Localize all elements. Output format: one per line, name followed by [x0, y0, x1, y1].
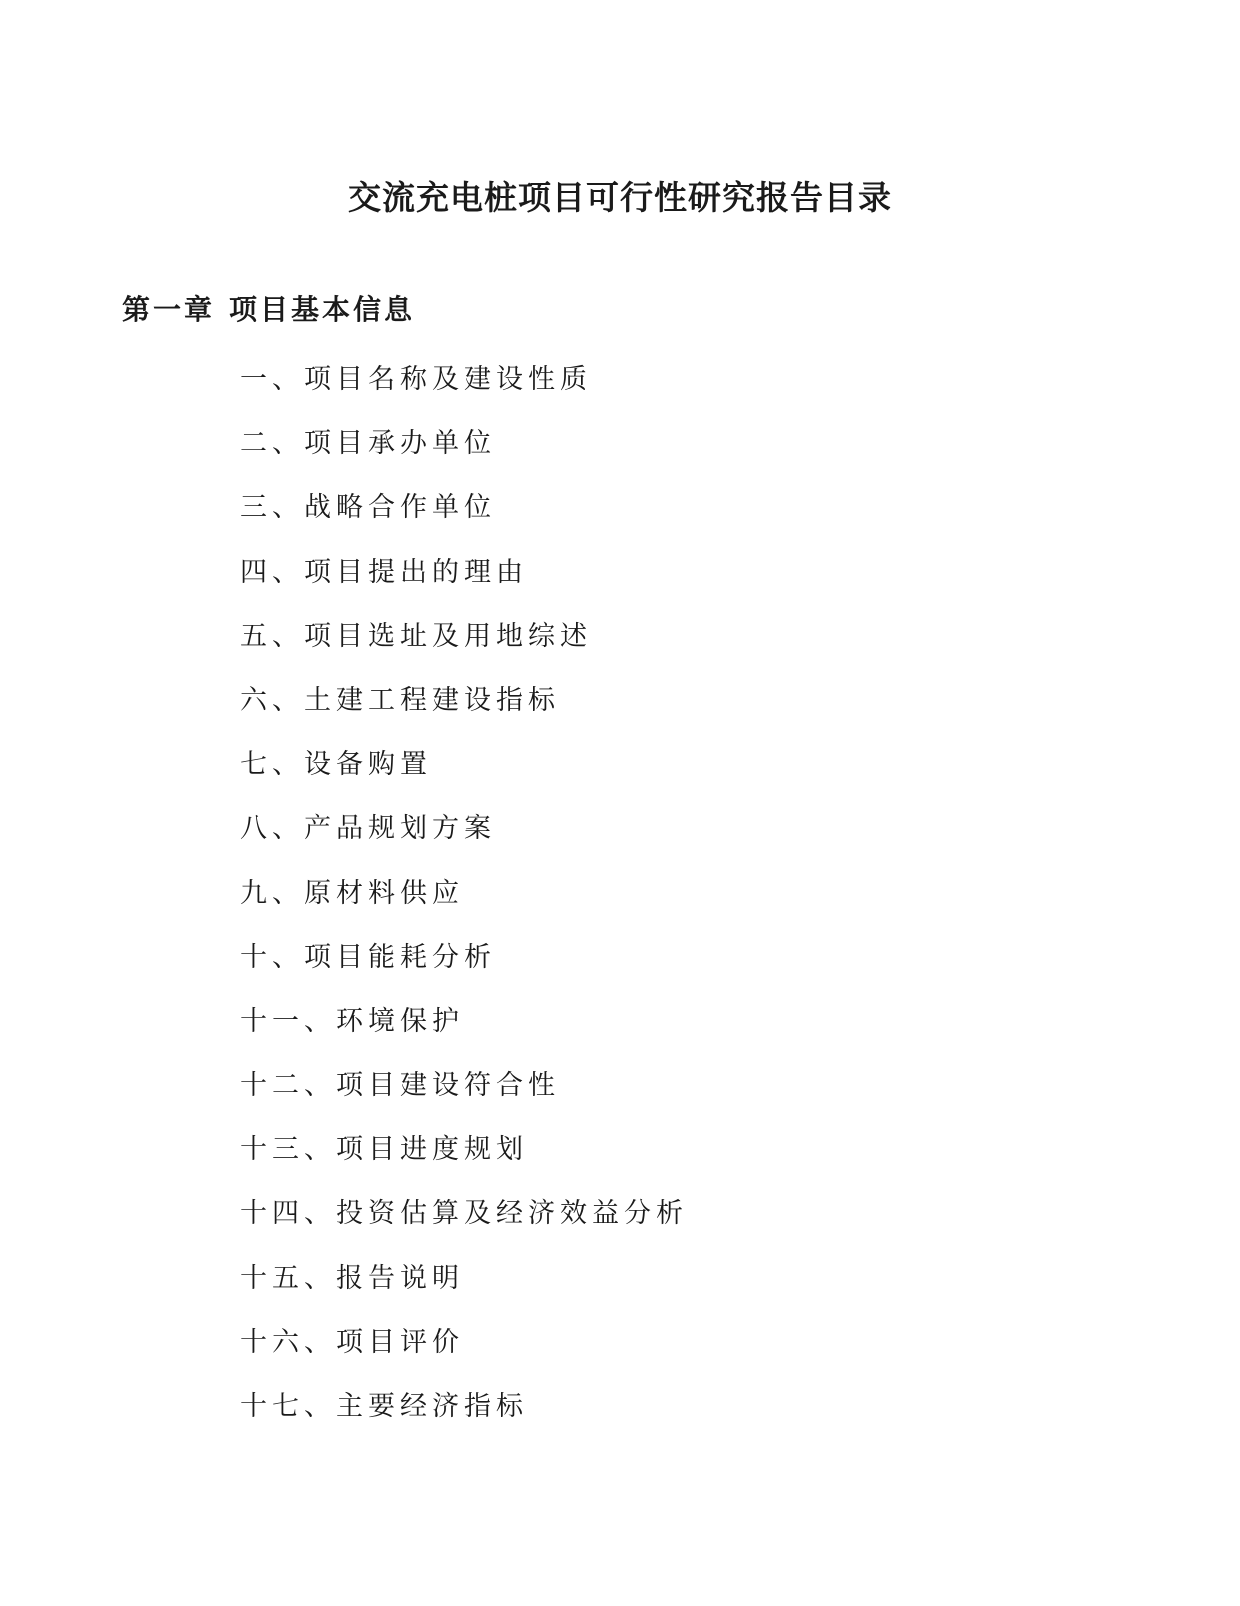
toc-item: 二、项目承办单位 — [240, 428, 496, 460]
chapter-heading — [122, 288, 415, 332]
toc-item: 八、产品规划方案 — [240, 813, 496, 845]
toc-item: 十三、项目进度规划 — [240, 1134, 528, 1166]
toc-item: 六、土建工程建设指标 — [240, 684, 560, 716]
chapter-name: 项目基本信息 — [229, 293, 416, 326]
toc-list — [240, 348, 688, 1439]
toc-item: 十五、报告说明 — [240, 1262, 464, 1294]
chapter-number: 第一章 — [122, 293, 216, 326]
toc-item: 一、项目名称及建设性质 — [240, 364, 592, 395]
toc-item: 十、项目能耗分析 — [240, 941, 496, 973]
toc-item: 十六、项目评价 — [240, 1326, 464, 1358]
toc-item: 三、战略合作单位 — [240, 492, 496, 524]
document-title: 交流充电桩项目可行性研究报告目录 — [348, 178, 892, 217]
toc-item: 十二、项目建设符合性 — [240, 1070, 560, 1102]
toc-item: 七、设备购置 — [240, 749, 432, 781]
toc-item: 九、原材料供应 — [240, 877, 464, 909]
toc-item: 五、项目选址及用地综述 — [240, 620, 592, 652]
toc-item: 十一、环境保护 — [240, 1005, 464, 1037]
toc-item: 十四、投资估算及经济效益分析 — [240, 1198, 688, 1230]
toc-item: 十七、主要经济指标 — [240, 1391, 528, 1422]
toc-item: 四、项目提出的理由 — [240, 556, 528, 588]
